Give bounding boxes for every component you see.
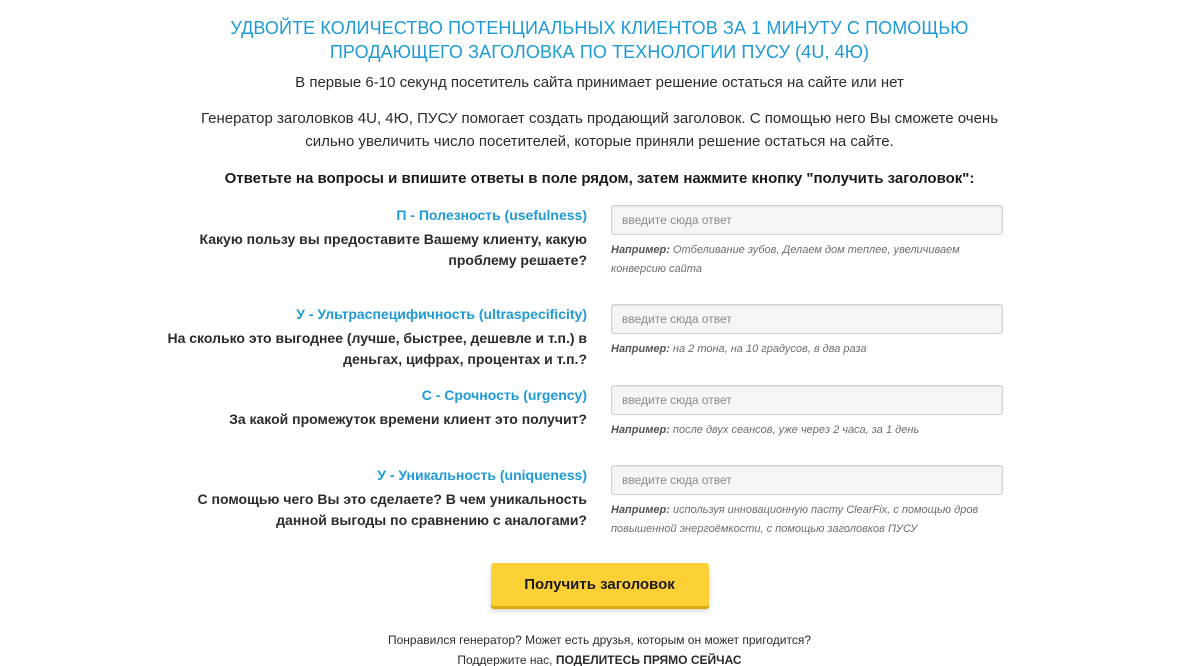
example-text-line-1: после двух сеансов, уже через 2 часа, за 1 день bbox=[669, 424, 920, 436]
intro-text bbox=[0, 107, 1199, 153]
share-footer bbox=[0, 630, 1199, 666]
example-text-line-2: конверсию сайта bbox=[611, 263, 702, 275]
answer-block bbox=[611, 465, 1004, 539]
share-cta-prefix: Поддержите нас, bbox=[457, 653, 556, 666]
urgency-answer-input[interactable] bbox=[611, 385, 1003, 415]
question-text-line-2: проблему решаете? bbox=[448, 252, 587, 268]
example-text-line-1: на 2 тона, на 10 градусов, в два раза bbox=[669, 343, 867, 355]
example-hint bbox=[611, 241, 1003, 279]
example-hint bbox=[611, 421, 1003, 440]
example-text-line-1: используя инновационную пасту ClearFix, с помощью дров bbox=[669, 504, 979, 516]
uniqueness-answer-input[interactable] bbox=[611, 465, 1003, 495]
share-cta bbox=[0, 650, 1199, 666]
question-label: П - Полезность (usefulness) bbox=[396, 207, 587, 223]
usefulness-answer-input[interactable] bbox=[611, 205, 1003, 235]
question-label: У - Ультраспецифичность (ultraspecificity) bbox=[296, 306, 587, 322]
answer-block bbox=[611, 385, 1004, 440]
example-text-line-1: Отбеливание зубов, Делаем дом теплее, увеличиваем bbox=[669, 244, 960, 256]
question-text-line-1: За какой промежуток времени клиент это получит? bbox=[229, 411, 587, 427]
question-text bbox=[167, 489, 587, 531]
question-block bbox=[167, 304, 587, 370]
intro-line-2: сильно увеличить число посетителей, которые приняли решение остаться на сайте. bbox=[305, 133, 894, 150]
example-text-line-2: повышенной энергоёмкости, с помощью заголовков ПУСУ bbox=[611, 523, 918, 535]
example-hint bbox=[611, 340, 1003, 359]
share-now-link[interactable]: ПОДЕЛИТЕСЬ ПРЯМО СЕЙЧАС bbox=[555, 653, 742, 666]
question-block bbox=[167, 205, 587, 271]
example-prefix: Например: bbox=[611, 504, 670, 516]
question-label: У - Уникальность (uniqueness) bbox=[377, 467, 587, 483]
question-text bbox=[167, 328, 587, 370]
example-prefix: Например: bbox=[611, 424, 670, 436]
get-headline-button[interactable]: Получить заголовок bbox=[491, 563, 709, 606]
share-prompt: Понравился генератор? Может есть друзья, которым он может пригодится? bbox=[388, 633, 811, 647]
example-prefix: Например: bbox=[611, 244, 670, 256]
question-label: С - Срочность (urgency) bbox=[421, 387, 587, 403]
question-text-line-1: На сколько это выгоднее (лучше, быстрее, дешевле и т.п.) в bbox=[167, 330, 587, 346]
answer-block bbox=[611, 304, 1004, 359]
question-text-line-2: данной выгоды по сравнению с аналогами? bbox=[276, 512, 587, 528]
question-text-line-1: С помощью чего Вы это сделаете? В чем уникальность bbox=[197, 491, 587, 507]
question-text bbox=[167, 229, 587, 271]
question-text-line-1: Какую пользу вы предоставите Вашему клиенту, какую bbox=[199, 231, 587, 247]
question-block bbox=[167, 385, 587, 430]
question-text bbox=[167, 409, 587, 430]
question-block bbox=[167, 465, 587, 531]
example-hint bbox=[611, 501, 1003, 539]
question-text-line-2: деньгах, цифрах, процентах и т.п.? bbox=[343, 351, 587, 367]
submit-area bbox=[0, 563, 1199, 606]
page-title bbox=[0, 16, 1199, 64]
example-prefix: Например: bbox=[611, 343, 670, 355]
ultraspecificity-answer-input[interactable] bbox=[611, 304, 1003, 334]
intro-line-1: Генератор заголовков 4U, 4Ю, ПУСУ помогает создать продающий заголовок. С помощью него Вы сможете очень bbox=[200, 110, 999, 127]
answer-block bbox=[611, 205, 1004, 279]
page-title-line-1: УДВОЙТЕ КОЛИЧЕСТВО ПОТЕНЦИАЛЬНЫХ КЛИЕНТОВ ЗА 1 МИНУТУ С ПОМОЩЬЮ bbox=[230, 18, 969, 38]
page-title-line-2: ПРОДАЮЩЕГО ЗАГОЛОВКА ПО ТЕХНОЛОГИИ ПУСУ (4U, 4Ю) bbox=[329, 42, 870, 62]
page-subtitle: В первые 6-10 секунд посетитель сайта принимает решение остаться на сайте или нет bbox=[295, 74, 904, 91]
instruction-text: Ответьте на вопросы и впишите ответы в поле рядом, затем нажмите кнопку "получить заголовок": bbox=[224, 170, 975, 187]
